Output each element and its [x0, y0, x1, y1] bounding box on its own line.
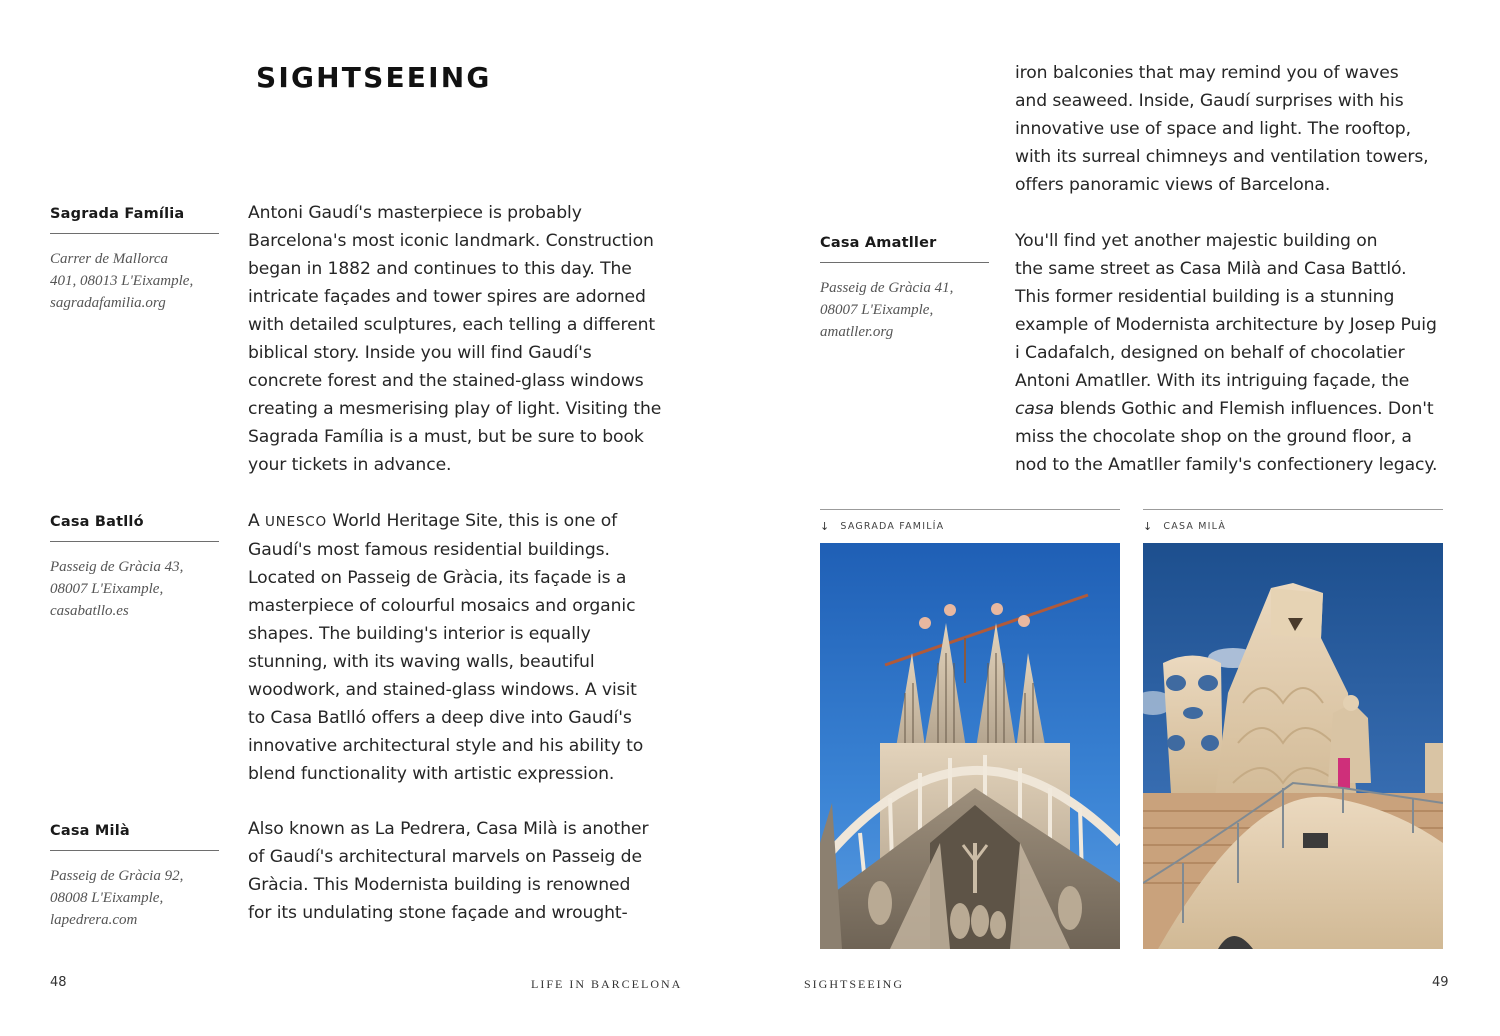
body-line: iron balconies that may remind you of waves	[1015, 63, 1399, 83]
body-line: and seaweed. Inside, Gaudí surprises with his	[1015, 91, 1404, 111]
body-line: began in 1882 and continues to this day. The	[248, 259, 632, 279]
unesco-smallcaps: UNESCO	[265, 514, 327, 530]
body-line: masterpiece of colourful mosaics and organic	[248, 596, 636, 616]
body-line: with detailed sculptures, each telling a different	[248, 315, 656, 335]
body-line: of Gaudí's architectural marvels on Passeig de	[248, 847, 642, 867]
body-line: woodwork, and stained-glass windows. A visit	[248, 680, 637, 700]
body-line: You'll find yet another majestic building on	[1015, 231, 1378, 251]
address-line: Passeig de Gràcia 41,	[820, 280, 954, 296]
address-line: Passeig de Gràcia 92,	[50, 868, 184, 884]
entry-address	[50, 248, 219, 314]
body-line: example of Modernista architecture by Josep Puig	[1015, 315, 1437, 335]
body-line: with its surreal chimneys and ventilation towers,	[1015, 147, 1429, 167]
page-number-right: 49	[1432, 975, 1449, 990]
entry-name: Casa Milà	[50, 821, 219, 851]
address-line: Passeig de Gràcia 43,	[50, 559, 184, 575]
body-line: Gràcia. This Modernista building is renowned	[248, 875, 631, 895]
body-line: nod to the Amatller family's confectionery legacy.	[1015, 455, 1438, 475]
address-line: 08007 L'Eixample,	[820, 302, 934, 318]
entry-sidebar-casa-amatller	[820, 233, 989, 343]
entry-body-sagrada-familia	[248, 199, 661, 479]
address-line: 08007 L'Eixample,	[50, 581, 164, 597]
arrow-down-icon: ↓	[820, 520, 831, 533]
sagrada-familia-illustration	[820, 543, 1120, 949]
body-line: intricate façades and tower spires are adorned	[248, 287, 646, 307]
address-line: 401, 08013 L'Eixample,	[50, 273, 194, 289]
body-line	[248, 507, 643, 536]
entry-body-casa-mila-continued	[1015, 59, 1429, 199]
entry-sidebar-casa-mila	[50, 821, 219, 931]
body-line: miss the chocolate shop on the ground floor, a	[1015, 427, 1412, 447]
text-fragment: A	[248, 511, 266, 531]
body-line: Antoni Gaudí's masterpiece is probably	[248, 203, 582, 223]
photo-sagrada-familia	[820, 543, 1120, 949]
body-line: Also known as La Pedrera, Casa Milà is another	[248, 819, 649, 839]
caption-text: SAGRADA FAMILÍA	[840, 521, 945, 532]
body-line: Located on Passeig de Gràcia, its façade is a	[248, 568, 627, 588]
body-line: creating a mesmerising play of light. Visiting the	[248, 399, 662, 419]
address-line: Carrer de Mallorca	[50, 251, 169, 267]
website-link[interactable]: casabatllo.es	[50, 603, 129, 619]
body-line: your tickets in advance.	[248, 455, 452, 475]
body-line: blend functionality with artistic expression.	[248, 764, 615, 784]
body-line: the same street as Casa Milà and Casa Battló.	[1015, 259, 1407, 279]
entry-body-casa-mila	[248, 815, 648, 927]
photo-caption-casa-mila	[1143, 509, 1443, 541]
text-fragment: blends Gothic and Flemish influences. Don't	[1054, 399, 1434, 419]
body-line: i Cadafalch, designed on behalf of chocolatier	[1015, 343, 1405, 363]
body-line: innovative architectural style and his ability to	[248, 736, 644, 756]
italic-casa: casa	[1015, 399, 1055, 419]
caption-text: CASA MILÀ	[1163, 521, 1227, 532]
website-link[interactable]: amatller.org	[820, 324, 894, 340]
body-line: for its undulating stone façade and wrought-	[248, 903, 628, 923]
body-line: Antoni Amatller. With its intriguing façade, the	[1015, 371, 1410, 391]
body-line: shapes. The building's interior is equally	[248, 624, 591, 644]
section-title: SIGHTSEEING	[256, 61, 492, 94]
running-head-right: SIGHTSEEING	[804, 977, 904, 991]
entry-address	[50, 556, 219, 622]
body-line: offers panoramic views of Barcelona.	[1015, 175, 1331, 195]
body-line: Sagrada Família is a must, but be sure to book	[248, 427, 644, 447]
website-link[interactable]: sagradafamilia.org	[50, 295, 166, 311]
photo-casa-mila	[1143, 543, 1443, 949]
body-line: concrete forest and the stained-glass windows	[248, 371, 644, 391]
body-line: innovative use of space and light. The rooftop,	[1015, 119, 1411, 139]
entry-body-casa-batllo	[248, 507, 643, 788]
entry-name: Casa Amatller	[820, 233, 989, 263]
entry-address	[50, 865, 219, 931]
entry-name: Casa Batlló	[50, 512, 219, 542]
website-link[interactable]: lapedrera.com	[50, 912, 138, 928]
address-line: 08008 L'Eixample,	[50, 890, 164, 906]
entry-sidebar-sagrada-familia	[50, 204, 219, 314]
entry-address	[820, 277, 989, 343]
page-number-left: 48	[50, 975, 67, 990]
photo-caption-sagrada-familia	[820, 509, 1120, 541]
body-line: Barcelona's most iconic landmark. Construction	[248, 231, 654, 251]
running-head-left: LIFE IN BARCELONA	[531, 977, 683, 991]
body-line: Gaudí's most famous residential buildings.	[248, 540, 610, 560]
body-line: biblical story. Inside you will find Gaudí's	[248, 343, 592, 363]
arrow-down-icon: ↓	[1143, 520, 1154, 533]
text-fragment: World Heritage Site, this is one of	[326, 511, 618, 531]
body-line: to Casa Batlló offers a deep dive into Gaudí's	[248, 708, 632, 728]
body-line: This former residential building is a stunning	[1015, 287, 1395, 307]
entry-body-casa-amatller	[1015, 227, 1437, 479]
casa-mila-illustration	[1143, 543, 1443, 949]
entry-name: Sagrada Família	[50, 204, 219, 234]
entry-sidebar-casa-batllo	[50, 512, 219, 622]
body-line: stunning, with its waving walls, beautiful	[248, 652, 595, 672]
body-line	[1015, 395, 1437, 423]
